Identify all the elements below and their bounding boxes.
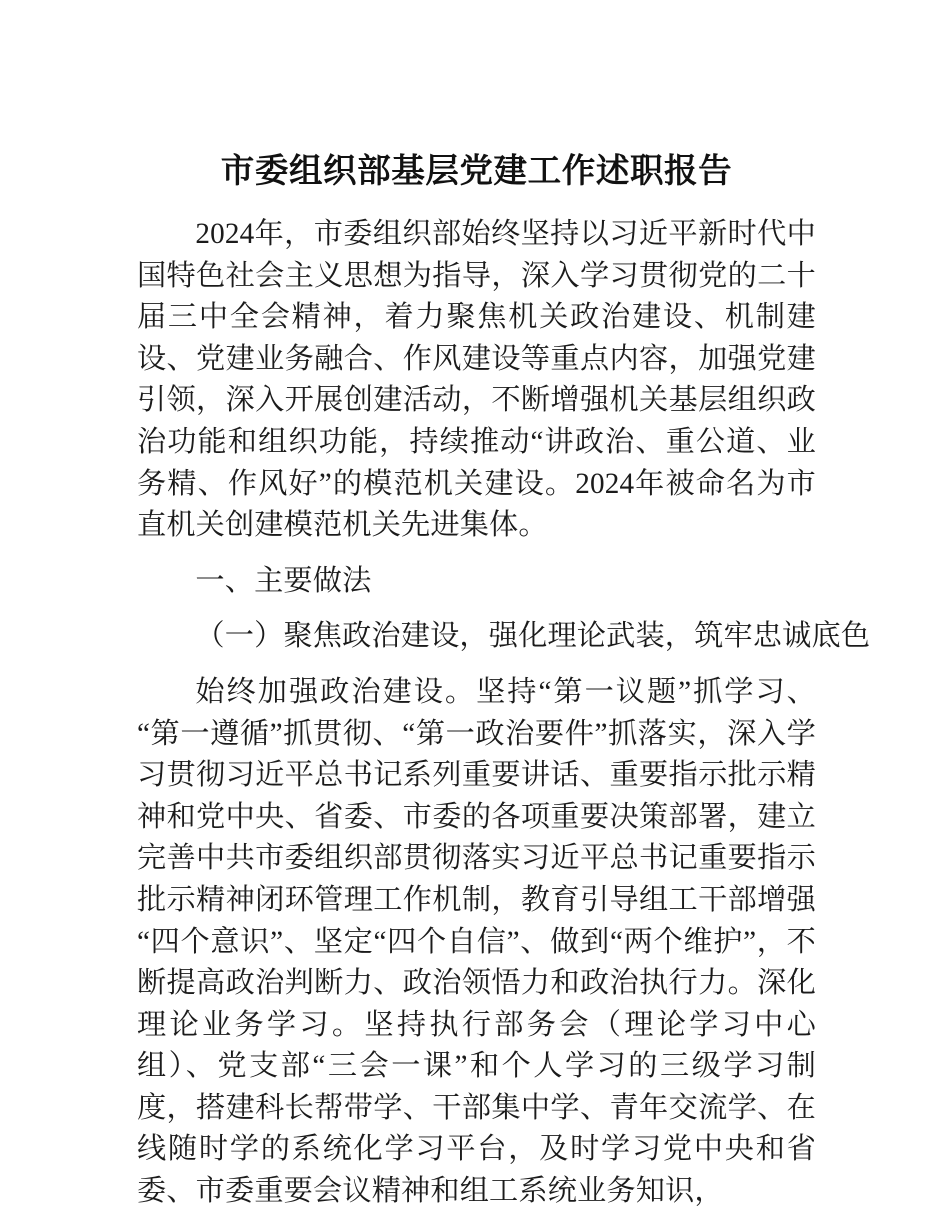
political-construction-body-paragraph: 始终加强政治建设。坚持“第一议题”抓学习、“第一遵循”抓贯彻、“第一政治要件”抓落实，深入学习贯彻习近平总书记系列重要讲话、重要指示批示精神和党中央、省委、市委的各项重要决策部署，建立完善中共市委组织部贯彻落实习近平总书记重要指示批示精神闭环管理工作机制，教育引导组工干部增强“四个意识”、坚定“四个自信”、做到“两个维护”，不断提高政治判断力、政治领悟力和政治执行力。深化理论业务学习。坚持执行部务会（理论学习中心组）、党支部“三会一课”和个人学习的三级学习制度，搭建科长帮带学、干部集中学、青年交流学、在线随时学的系统化学习平台，及时学习党中央和省委、市委重要会议精神和组工系统业务知识，: [137, 675, 816, 1208]
document-title: 市委组织部基层党建工作述职报告: [220, 153, 733, 190]
document-body: [137, 148, 871, 1213]
subsection-heading-political-construction: （一）聚焦政治建设，强化理论武装，筑牢忠诚底色: [195, 620, 871, 653]
section-heading-main-practices: 一、主要做法: [195, 564, 372, 597]
opening-paragraph: 2024年，市委组织部始终坚持以习近平新时代中国特色社会主义思想为指导，深入学习贯彻党的二十届三中全会精神，着力聚焦机关政治建设、机制建设、党建业务融合、作风建设等重点内容，加强党建引领，深入开展创建活动，不断增强机关基层组织政治功能和组织功能，持续推动“讲政治、重公道、业务精、作风好”的模范机关建设。2024年被命名为市直机关创建模范机关先进集体。: [137, 218, 816, 542]
